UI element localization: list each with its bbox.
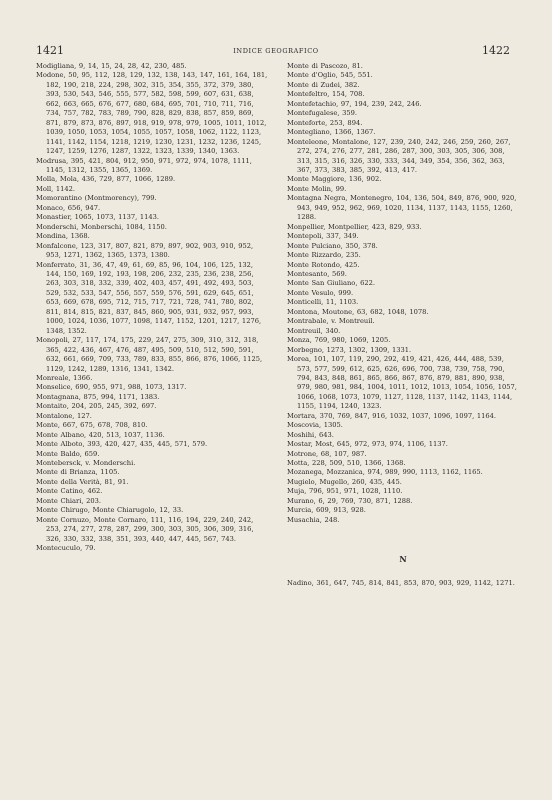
index-entry: Molla, Mola, 436, 729, 877, 1066, 1289. [36,175,176,184]
index-entry: Morea, 101, 107, 119, 290, 292, 419, 421, 426, 444, 488, 539, 573, 577, 599, 612, 625, 626, 696, 700, 738, 739, 758, 790, 794, 843, 848, 861, 865, 866, 867, 876, 879, 881, 890, 938, 979, 980, 981, 984, 1004, 1011, 1012, 1013, 1054, 1056, 1057, 1066, 1068, 1073, 1079, 1127, 1128, 1137, 1142, 1143, 1144, 1155, 1194, 1240, 1323. [287,355,517,411]
index-entry: Modrusa, 395, 421, 804, 912, 950, 971, 972, 974, 1078, 1111, 1145, 1312, 1355, 1365, 1369. [36,156,252,174]
index-entry: Motta, 228, 509, 510, 1366, 1368. [287,459,406,468]
index-entry: Mozanega, Mozzanica, 974, 989, 990, 1113, 1162, 1165. [287,468,483,477]
index-entry: Monte Albano, 420, 513, 1037, 1136. [36,430,165,439]
index-entry: Monza, 769, 980, 1069, 1205. [287,336,391,345]
right-entries [287,62,519,525]
index-entry: Mortara, 370, 769, 847, 916, 1032, 1037, 1096, 1097, 1164. [287,411,496,420]
running-title: INDICE GEOGRAFICO [233,47,319,55]
right-page-number: 1422 [482,44,510,57]
index-entry: Murano, 6, 29, 769, 730, 871, 1288. [287,496,413,505]
index-entry: Motrone, 68, 107, 987. [287,449,367,458]
index-entry: Murcia, 609, 913, 928. [287,506,366,515]
index-entry: Monte di Zudei, 382. [287,80,360,89]
index-entry: Monticelli, 11, 1103. [287,298,359,307]
index-entry: Mugielo, Mugello, 260, 435, 445. [287,477,402,486]
index-entry: Montesanto, 569. [287,269,347,278]
left-column [36,62,270,554]
left-page-number: 1421 [36,44,64,57]
index-entry: Monte Rizzardo, 235. [287,251,361,260]
index-entry: Monte d'Oglio, 545, 551. [287,71,373,80]
index-entry: Modone, 50, 95, 112, 128, 129, 132, 138, 143, 147, 161, 164, 181, 182, 190, 218, 224, 298, 302, 315, 354, 355, 372, 379, 380, 393, 530, 543, 546, 555, 577, 582, 598, 599, 607, 631, 638, 662, 663, 665, 676, 677, 680, 684, 695, 701, 710, 711, 716, 734, 757, 782, 783, 789, 790, 828, 829, 838, 857, 859, 869, 871, 879, 873, 876, 897, 918, 919, 978, 979, 1005, 1011, 1012, 1039, 1050, 1053, 1054, 1055, 1057, 1058, 1062, 1122, 1123, 1141, 1142, 1154, 1218, 1219, 1230, 1231, 1232, 1236, 1245, 1247, 1259, 1276, 1287, 1322, 1323, 1339, 1340, 1363. [36,71,268,156]
index-entry: Monpellier, Montpellier, 423, 829, 933. [287,222,422,231]
index-entry: Montagnana, 875, 994, 1171, 1383. [36,392,160,401]
index-entry: Modigliana, 9, 14, 15, 24, 28, 42, 230, 485. [36,62,187,70]
page-header [0,44,552,58]
index-entry: Monte Maggiore, 136, 902. [287,175,382,184]
index-entry: Monte Baldo, 659. [36,449,100,458]
index-entry: Montebersck, v. Monderschi. [36,459,136,468]
index-entry: Moshihi, 643. [287,430,334,439]
index-entry: Monaco, 656, 947. [36,203,101,212]
index-entry: Moll, 1142. [36,184,76,193]
index-entry: Mostar, Most, 645, 972, 973, 974, 1106, 1137. [287,440,448,449]
index-entry: Monferrato, 31, 36, 47, 49, 61, 69, 85, 96, 104, 106, 125, 132, 144, 150, 169, 192, 193, 198, 206, 232, 235, 236, 238, 256, 263, 303, 318, 332, 339, 402, 403, 457, 491, 492, 493, 503, 529, 532, 533, 547, 556, 557, 559, 576, 591, 629, 645, 651, 653, 669, 678, 695, 712, 715, 717, 721, 728, 741, 780, 802, 811, 814, 815, 821, 837, 845, 860, 905, 931, 932, 957, 993, 1000, 1024, 1036, 1077, 1098, 1147, 1152, 1201, 1217, 1276, 1348, 1352. [36,260,262,335]
index-entry: Montrabale, v. Montreuil. [287,317,375,326]
index-entry: Monreale, 1366. [36,373,93,382]
index-entry: Montona, Moutone, 63, 682, 1048, 1078. [287,307,429,316]
index-entry: Momorantino (Montmorency), 799. [36,194,157,203]
index-entry: Monderschi, Monberschi, 1084, 1150. [36,222,167,231]
index-entry: Montefeltro, 154, 708. [287,90,365,99]
index-entry: Montreuil, 340. [287,326,341,335]
index-entry: Monte di Brianza, 1105. [36,468,120,477]
index-entry: Musachia, 248. [287,515,340,524]
index-entry: Monfalcone, 123, 317, 807, 821, 879, 897, 902, 903, 910, 952, 953, 1271, 1362, 1365, 1373, 1380. [36,241,254,260]
index-entry: Monte della Verità, 81, 91. [36,477,129,486]
index-entry: Monte Rotondo, 425. [287,260,360,269]
index-entry: Montagna Negra, Montenegro, 104, 136, 504, 849, 876, 900, 920, 943, 949, 952, 962, 969, 1020, 1134, 1137, 1143, 1155, 1260, 1288. [287,194,517,222]
section-letter: N [399,554,407,565]
index-entry: Monte Molin, 99. [287,184,347,193]
index-entry: Monte San Giuliano, 622. [287,279,375,288]
index-entry: Montaito, 204, 205, 245, 392, 697. [36,402,157,411]
index-entry: Monte, 667, 675, 678, 708, 810. [36,421,148,430]
index-entry: Monte Pulciano, 350, 378. [287,241,378,250]
index-entry: Nadino, 361, 647, 745, 814, 841, 853, 870, 903, 929, 1142, 1271. [287,578,515,587]
index-entry: Montecuculo, 79. [36,544,96,553]
index-entry: Monopoli, 27, 117, 174, 175, 229, 247, 275, 309, 310, 312, 318, 365, 422, 436, 467, 476, 487, 495, 509, 510, 512, 590, 591, 632, 661, 669, 709, 733, 789, 833, 855, 866, 876, 1066, 1125, 1129, 1242, 1289, 1316, 1341, 1342. [36,336,263,373]
index-entry: Monte Vesulo, 999. [287,288,354,297]
index-entry: Muja, 796, 951, 971, 1028, 1110. [287,487,403,496]
index-entry: Montegliano, 1366, 1367. [287,128,376,137]
index-entry: Monastier, 1065, 1073, 1137, 1143. [36,213,160,222]
index-entry: Montefugalese, 359. [287,109,358,118]
index-entry: Monte di Pascozo, 81. [287,62,363,70]
index-entry: Monselice, 690, 955, 971, 988, 1073, 1317. [36,383,187,392]
index-entry: Montalone, 127. [36,411,92,420]
index-entry: Monte Chirugo, Monte Chiarugolo, 12, 33. [36,506,184,515]
index-entry: Monte Alboto, 393, 420, 427, 435, 445, 571, 579. [36,440,208,449]
index-entry: Monteforte, 253, 894. [287,118,363,127]
index-entry: Morbegno, 1273, 1302, 1309, 1331. [287,345,412,354]
index-entry: Monte Cornuzo, Monte Cornaro, 111, 116, 194, 229, 240, 242, 253, 274, 277, 278, 287, 299, 300, 303, 305, 306, 309, 316, 326, 330, 332, 338, 351, 393, 440, 447, 445, 567, 743. [36,515,254,543]
index-entry: Montefetachio, 97, 194, 239, 242, 246. [287,99,422,108]
index-entry: Monteleone, Montalone, 127, 239, 240, 242, 246, 259, 260, 267, 272, 274, 276, 277, 281, 286, 287, 300, 303, 305, 306, 308, 313, 315, 316, 326, 330, 333, 344, 349, 354, 356, 362, 363, 367, 373, 383, 385, 392, 413, 417. [287,137,511,174]
index-entry: Monte Catino, 462. [36,487,103,496]
index-entry: Moscovia, 1305. [287,421,343,430]
index-entry: Montepoli, 337, 349. [287,232,359,241]
index-entry: Mondina, 1368. [36,232,90,241]
right-after-entries [287,579,519,588]
right-column [287,62,519,588]
index-entry: Monte Chiari, 203. [36,496,101,505]
